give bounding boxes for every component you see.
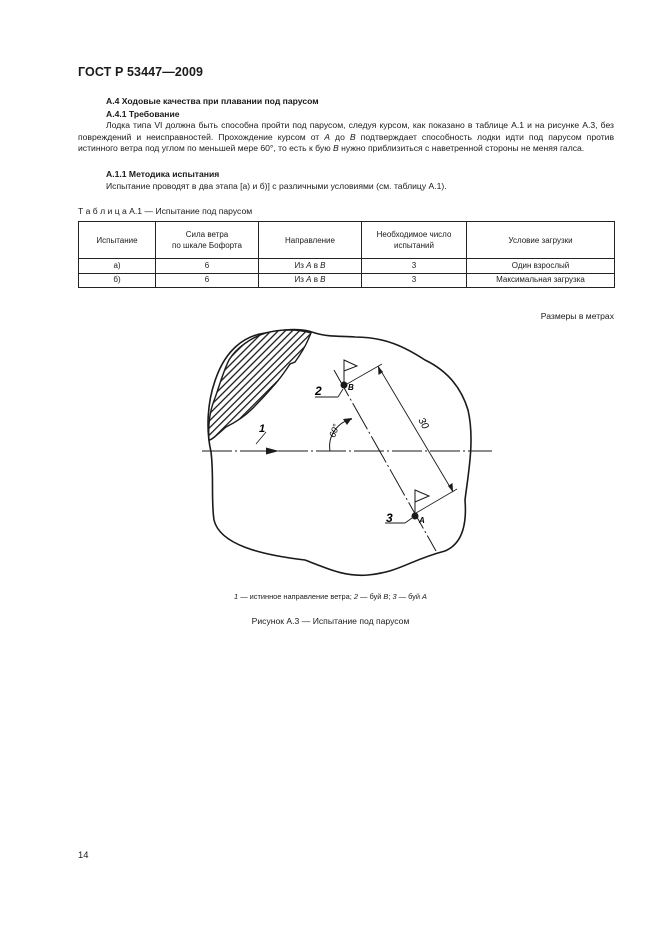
method-paragraph: Испытание проводят в два этапа [а) и б)] с различными условиями (см. таблицу А.1). (106, 181, 447, 191)
section-a4-title: А.4 Ходовые качества при плавании под парусом (106, 96, 319, 106)
buoy-b-marker (341, 382, 348, 389)
cell-direction: Из А в В (259, 259, 362, 274)
label-2: 2 (315, 384, 322, 398)
document-header: ГОСТ Р 53447—2009 (78, 65, 204, 79)
requirement-paragraph: Лодка типа VI должна быть способна пройти под парусом, следуя курсом, как показано в таблице А.1 и на рисунке А.3, без повреждений и неисправностей. Прохождение курсом от А до В подтверждает способность лодки идти под парусом против истинного ветра под углом по меньшей мере 60°, то есть к бую В нужно приблизиться с наветренной стороны не меняя галса. (78, 120, 615, 154)
cell-count: 3 (362, 259, 467, 274)
header-required: Необходимое число испытаний (362, 222, 467, 259)
buoy-b-label: B (348, 383, 354, 392)
buoy-b-flag-icon (344, 360, 357, 371)
header-test: Испытание (79, 222, 156, 259)
table-caption: Т а б л и ц а А.1 — Испытание под парусом (78, 206, 253, 216)
cell-test: а) (79, 259, 156, 274)
header-direction: Направление (259, 222, 362, 259)
cell-wind: 6 (156, 259, 259, 274)
cell-count: 3 (362, 273, 467, 288)
dimensions-note: Размеры в метрах (540, 311, 614, 321)
dimension-line (378, 366, 453, 492)
wind-arrow-icon (266, 448, 279, 455)
figure-caption: Рисунок А.3 — Испытание под парусом (251, 616, 410, 626)
buoy-a-label: A (419, 516, 425, 525)
cell-load: Один взрослый (467, 259, 615, 274)
cell-wind: 6 (156, 273, 259, 288)
label-3: 3 (386, 511, 393, 525)
distance-label: 30 (415, 416, 431, 432)
buoy-a-flag-icon (415, 490, 429, 502)
section-a41-title: А.4.1 Требование (106, 109, 180, 119)
cell-test: б) (79, 273, 156, 288)
cell-load: Максимальная загрузка (467, 273, 615, 288)
angle-label: 60° (327, 422, 342, 439)
header-wind: Сила ветра по шкале Бофорта (156, 222, 259, 259)
figure-legend: 1 — истинное направление ветра; 2 — буй В; 3 — буй А (234, 592, 427, 601)
cell-direction: Из А в В (259, 273, 362, 288)
buoy-a-marker (412, 513, 419, 520)
header-load: Условие загрузки (467, 222, 615, 259)
label-1: 1 (259, 423, 266, 435)
page-number: 14 (78, 849, 89, 860)
section-a11-title: А.1.1 Методика испытания (106, 169, 220, 179)
